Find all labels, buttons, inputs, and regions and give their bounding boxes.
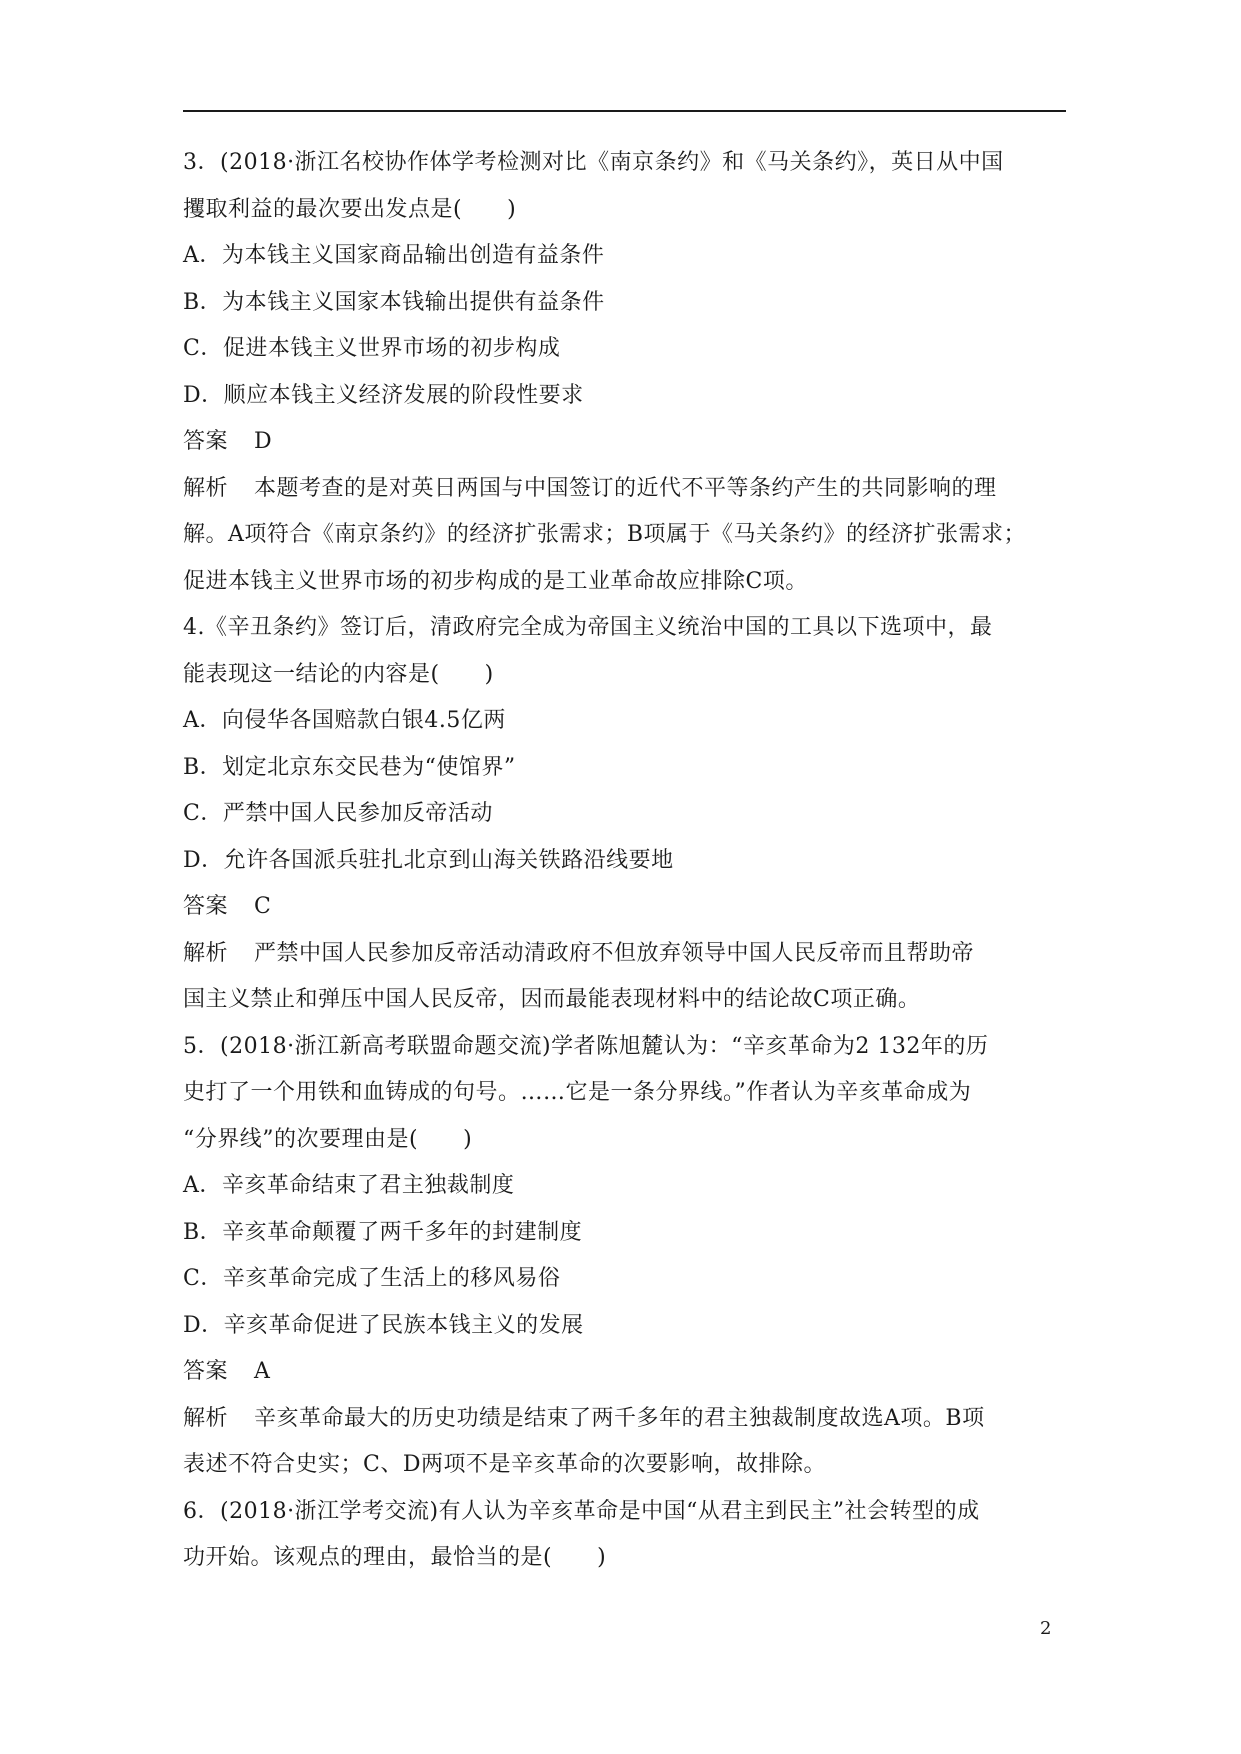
line-text: 解。A项符合《南京条约》的经济扩张需求；B项属于《马关条约》的经济扩张需求；: [183, 522, 1027, 547]
line-text: 严禁中国人民参加反帝活动清政府不但放弃领导中国人民反帝而且帮助帝: [254, 940, 975, 966]
text-line: [183, 233, 1066, 280]
text-line: [183, 652, 1066, 699]
line-text: C: [254, 894, 272, 919]
line-text: 能表现这一结论的内容是( ): [183, 661, 494, 687]
text-line: [183, 605, 1066, 652]
text-line: [183, 791, 1066, 838]
page-number: 2: [1040, 1618, 1052, 1639]
text-line: [183, 1070, 1066, 1117]
line-text: A．辛亥革命结束了君主独裁制度: [183, 1173, 515, 1198]
text-line: [183, 1489, 1066, 1536]
line-text: 本题考查的是对英日两国与中国签订的近代不平等条约产生的共同影响的理: [254, 475, 997, 501]
text-line: [183, 1535, 1066, 1582]
line-text: 史打了一个用铁和血铸成的句号。……它是一条分界线。”作者认为辛亥革命成为: [183, 1080, 972, 1105]
labeled-line: [183, 466, 1066, 513]
labeled-line: [183, 1396, 1066, 1443]
document-body: [183, 140, 1066, 1582]
line-text: 功开始。该观点的理由，最恰当的是( ): [183, 1545, 607, 1570]
text-line: [183, 977, 1066, 1024]
line-text: 辛亥革命最大的历史功绩是结束了两千多年的君主独裁制度故选A项。B项: [254, 1405, 985, 1431]
line-label: 解析: [183, 475, 229, 501]
line-text: 攫取利益的最次要出发点是( ): [183, 196, 517, 222]
text-line: [183, 1256, 1066, 1303]
text-line: [183, 838, 1066, 885]
line-text: 5．(2018·浙江新高考联盟命题交流)学者陈旭麓认为：“辛亥革命为2 132年的历: [183, 1033, 989, 1059]
labeled-line: [183, 884, 1066, 931]
text-line: [183, 1303, 1066, 1350]
line-text: B．为本钱主义国家本钱输出提供有益条件: [183, 289, 605, 315]
line-text: 6．(2018·浙江学考交流)有人认为辛亥革命是中国“从君主到民主”社会转型的成: [183, 1498, 980, 1524]
line-text: C．辛亥革命完成了生活上的移风易俗: [183, 1266, 561, 1291]
line-text: D．顺应本钱主义经济发展的阶段性要求: [183, 382, 584, 408]
line-text: B．辛亥革命颠覆了两千多年的封建制度: [183, 1219, 583, 1245]
labeled-line: [183, 419, 1066, 466]
line-label: 解析: [183, 1405, 229, 1431]
text-line: [183, 559, 1066, 606]
line-text: A: [254, 1359, 271, 1384]
text-line: [183, 698, 1066, 745]
line-text: A．向侵华各国赔款白银4.5亿两: [183, 708, 506, 733]
line-label: 解析: [183, 940, 229, 966]
text-line: [183, 1442, 1066, 1489]
text-line: [183, 745, 1066, 792]
line-label: 答案: [183, 1359, 229, 1384]
labeled-line: [183, 931, 1066, 978]
line-text: 表述不符合史实；C、D两项不是辛亥革命的次要影响，故排除。: [183, 1452, 826, 1477]
line-text: A．为本钱主义国家商品输出创造有益条件: [183, 243, 605, 268]
line-text: “分界线”的次要理由是( ): [183, 1126, 473, 1152]
text-line: [183, 140, 1066, 187]
text-line: [183, 326, 1066, 373]
text-line: [183, 1024, 1066, 1071]
line-label: 答案: [183, 894, 229, 919]
text-line: [183, 280, 1066, 327]
line-text: 4.《辛丑条约》签订后，清政府完全成为帝国主义统治中国的工具以下选项中，最: [183, 615, 993, 640]
line-text: B．划定北京东交民巷为“使馆界”: [183, 754, 516, 780]
text-line: [183, 1117, 1066, 1164]
text-line: [183, 1163, 1066, 1210]
text-line: [183, 1210, 1066, 1257]
text-line: [183, 187, 1066, 234]
labeled-line: [183, 1349, 1066, 1396]
line-text: C．促进本钱主义世界市场的初步构成: [183, 336, 561, 361]
line-text: D: [254, 429, 273, 454]
line-text: 3．(2018·浙江名校协作体学考检测对比《南京条约》和《马关条约》，英日从中国: [183, 150, 1004, 175]
line-text: 国主义禁止和弹压中国人民反帝，因而最能表现材料中的结论故C项正确。: [183, 987, 921, 1012]
header-rule: [183, 110, 1066, 112]
text-line: [183, 512, 1066, 559]
line-text: D．允许各国派兵驻扎北京到山海关铁路沿线要地: [183, 847, 674, 873]
text-line: [183, 373, 1066, 420]
line-label: 答案: [183, 429, 229, 454]
line-text: C．严禁中国人民参加反帝活动: [183, 801, 493, 826]
line-text: D．辛亥革命促进了民族本钱主义的发展: [183, 1312, 584, 1338]
line-text: 促进本钱主义世界市场的初步构成的是工业革命故应排除C项。: [183, 568, 808, 594]
